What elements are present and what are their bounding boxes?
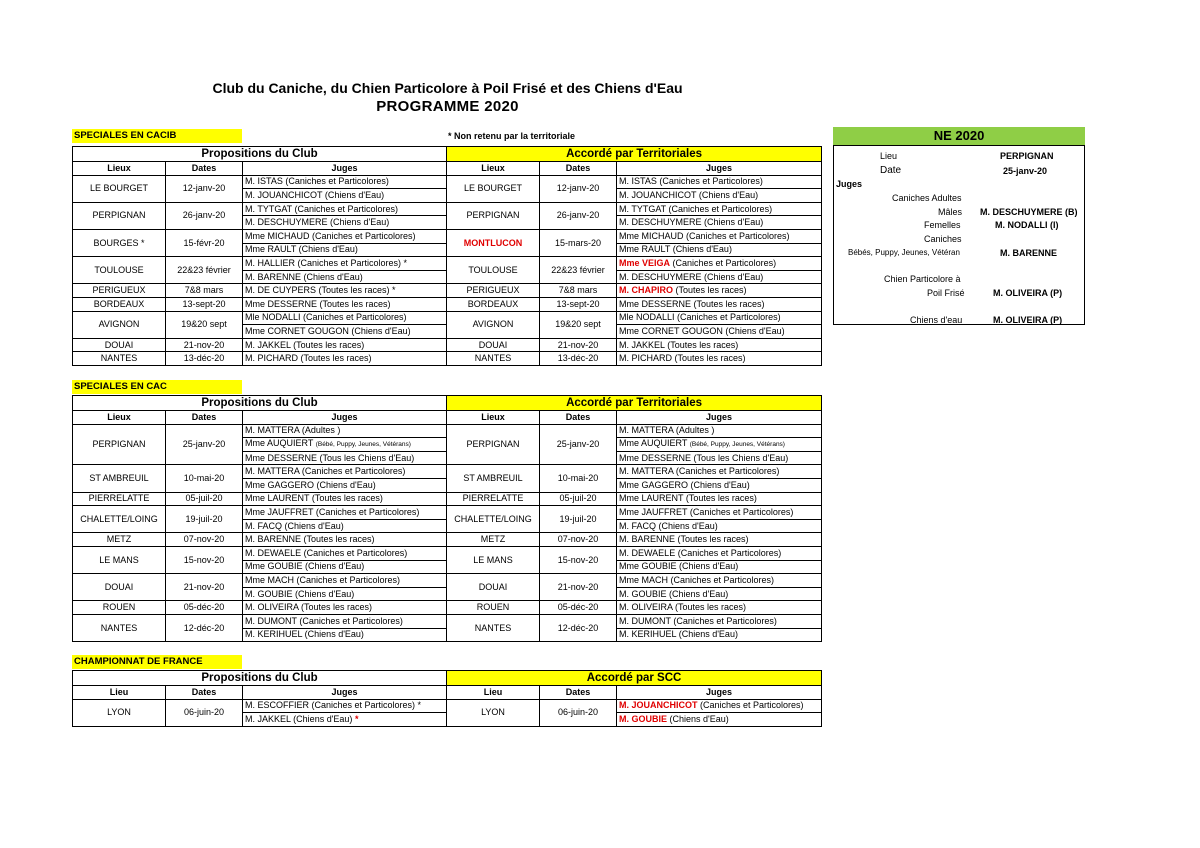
date-cell: 15-nov-20 (540, 546, 617, 573)
lieu-cell: PERIGUEUX (73, 284, 166, 298)
section-label-cac: SPECIALES EN CAC (72, 380, 242, 394)
juge-cell: Mme MICHAUD (Caniches et Particolores) (243, 229, 447, 243)
date-cell: 05-déc-20 (540, 601, 617, 615)
header-territoriales: Accordé par Territoriales (447, 147, 822, 162)
table-row (73, 284, 822, 298)
date-cell: 15-nov-20 (166, 546, 243, 573)
juge-cell: Mme MACH (Caniches et Particolores) (617, 574, 822, 588)
juge-cell: Mle NODALLI (Caniches et Particolores) (617, 311, 822, 325)
juge-cell: M. BARENNE (Toutes les races) (617, 533, 822, 547)
ne-caniches-label: Caniches (924, 234, 962, 244)
juge-cell (617, 284, 822, 298)
col-lieu: Lieu (447, 686, 540, 700)
juge-cell: M. PICHARD (Toutes les races) (243, 352, 447, 366)
date-cell: 22&23 février (540, 257, 617, 284)
table-row (73, 601, 822, 615)
ne-juges-label: Juges (836, 179, 863, 189)
date-cell: 06-juin-20 (540, 699, 617, 726)
juge-cell: M. MATTERA (Adultes ) (617, 424, 822, 438)
table-row (73, 574, 822, 588)
juge-cell: M. KERIHUEL (Chiens d'Eau) (243, 628, 447, 642)
table-row (73, 352, 822, 366)
changed-judge: M. CHAPIRO (619, 285, 674, 296)
col-dates: Dates (540, 686, 617, 700)
lieu-cell: TOULOUSE (73, 257, 166, 284)
lieu-cell: NANTES (73, 614, 166, 641)
juge-cell (617, 699, 822, 713)
date-cell: 19&20 sept (166, 311, 243, 338)
col-lieux: Lieux (447, 411, 540, 425)
date-cell: 15-mars-20 (540, 229, 617, 256)
judge-name: Mme AUQUIERT (619, 438, 690, 449)
lieu-cell: BOURGES * (73, 229, 166, 256)
juge-cell: M. TYTGAT (Caniches et Particolores) (243, 202, 447, 216)
date-cell: 22&23 février (166, 257, 243, 284)
col-juges: Juges (243, 162, 447, 176)
juge-cell: Mme LAURENT (Toutes les races) (243, 492, 447, 506)
section-label-championnat: CHAMPIONNAT DE FRANCE (72, 655, 242, 669)
col-juges: Juges (243, 686, 447, 700)
lieu-cell: TOULOUSE (447, 257, 540, 284)
juge-cell: M. DEWAELE (Caniches et Particolores) (617, 546, 822, 560)
lieu-cell: CHALETTE/LOING (73, 506, 166, 533)
col-juges: Juges (617, 162, 822, 176)
date-cell: 05-juil-20 (166, 492, 243, 506)
juge-cell (617, 713, 822, 727)
juge-cell: M. ISTAS (Caniches et Particolores) (243, 175, 447, 189)
lieu-cell: METZ (73, 533, 166, 547)
juge-cell: M. MATTERA (Caniches et Particolores) (617, 465, 822, 479)
judge-detail: (Toutes les races) (673, 285, 747, 296)
judge-name: Mme AUQUIERT (245, 438, 316, 449)
juge-cell: Mle NODALLI (Caniches et Particolores) (243, 311, 447, 325)
lieu-cell: PIERRELATTE (447, 492, 540, 506)
juge-cell: Mme DESSERNE (Tous les Chiens d'Eau) (617, 451, 822, 465)
juge-cell (243, 713, 447, 727)
header-propositions: Propositions du Club (73, 147, 447, 162)
juge-cell: M. OLIVEIRA (Toutes les races) (243, 601, 447, 615)
lieu-cell: NANTES (447, 614, 540, 641)
juge-cell (617, 438, 822, 452)
juge-cell: M. JOUANCHICOT (Chiens d'Eau) (617, 189, 822, 203)
lieu-cell: LE BOURGET (73, 175, 166, 202)
lieu-cell: BORDEAUX (447, 297, 540, 311)
lieu-cell: ROUEN (73, 601, 166, 615)
lieu-cell: METZ (447, 533, 540, 547)
judge-name: M. JAKKEL (Chiens d'Eau) (245, 713, 355, 724)
date-cell: 7&8 mars (540, 284, 617, 298)
juge-cell: M. DESCHUYMERE (Chiens d'Eau) (617, 216, 822, 230)
lieu-cell: LYON (73, 699, 166, 726)
col-dates: Dates (540, 162, 617, 176)
header-territoriales: Accordé par Territoriales (447, 396, 822, 411)
juge-cell: Mme GAGGERO (Chiens d'Eau) (243, 478, 447, 492)
date-cell: 19-juil-20 (540, 506, 617, 533)
lieu-cell: PERPIGNAN (73, 424, 166, 465)
table-row (73, 202, 822, 216)
lieu-cell: AVIGNON (73, 311, 166, 338)
juge-cell: Mme DESSERNE (Tous les Chiens d'Eau) (243, 451, 447, 465)
col-lieux: Lieux (73, 411, 166, 425)
juge-cell: M. BARENNE (Chiens d'Eau) (243, 270, 447, 284)
juge-cell: Mme JAUFFRET (Caniches et Particolores) (243, 506, 447, 520)
juge-cell: M. HALLIER (Caniches et Particolores) * (243, 257, 447, 271)
date-cell: 19-juil-20 (166, 506, 243, 533)
juge-cell: M. ISTAS (Caniches et Particolores) (617, 175, 822, 189)
col-juges: Juges (617, 411, 822, 425)
col-dates: Dates (166, 686, 243, 700)
juge-cell: M. DESCHUYMERE (Chiens d'Eau) (243, 216, 447, 230)
programme-title: PROGRAMME 2020 (376, 98, 519, 115)
col-juges: Juges (243, 411, 447, 425)
lieu-cell: DOUAI (73, 574, 166, 601)
document-title: Club du Caniche, du Chien Particolore à Poil Frisé et des Chiens d'Eau (212, 80, 683, 96)
date-cell: 15-févr-20 (166, 229, 243, 256)
juge-cell: M. ESCOFFIER (Caniches et Particolores) * (243, 699, 447, 713)
ne-eau-label: Chiens d'eau (910, 315, 963, 325)
juge-cell: Mme CORNET GOUGON (Chiens d'Eau) (243, 325, 447, 339)
col-dates: Dates (166, 162, 243, 176)
col-lieu: Lieu (73, 686, 166, 700)
ne-males-label: Mâles (938, 207, 963, 217)
ne-bebes-value: M. BARENNE (1000, 248, 1058, 258)
table-row (73, 297, 822, 311)
juge-cell: M. TYTGAT (Caniches et Particolores) (617, 202, 822, 216)
date-cell: 21-nov-20 (166, 338, 243, 352)
section-label-cacib: SPECIALES EN CACIB (72, 129, 242, 143)
asterisk: * (354, 713, 359, 724)
ne-femelles-label: Femelles (924, 220, 961, 230)
juge-cell: Mme LAURENT (Toutes les races) (617, 492, 822, 506)
col-dates: Dates (166, 411, 243, 425)
table-row (73, 492, 822, 506)
date-cell: 13-déc-20 (166, 352, 243, 366)
date-cell: 13-sept-20 (540, 297, 617, 311)
juge-cell: M. FACQ (Chiens d'Eau) (243, 519, 447, 533)
table-row (73, 465, 822, 479)
ne-particolore-value: M. OLIVEIRA (P) (993, 288, 1063, 298)
table-row (73, 533, 822, 547)
date-cell: 13-déc-20 (540, 352, 617, 366)
ne-title: NE 2020 (833, 127, 1085, 145)
juge-cell: M. DUMONT (Caniches et Particolores) (617, 614, 822, 628)
date-cell: 25-janv-20 (540, 424, 617, 465)
table-row (73, 257, 822, 271)
lieu-cell: PERPIGNAN (73, 202, 166, 229)
judge-detail: (Caniches et Particolores) (697, 700, 804, 711)
ne-lieu-value: PERPIGNAN (1000, 151, 1054, 161)
changed-judge: M. GOUBIE (619, 713, 668, 724)
date-cell: 05-juil-20 (540, 492, 617, 506)
juge-cell: Mme CORNET GOUGON (Chiens d'Eau) (617, 325, 822, 339)
juge-cell: Mme RAULT (Chiens d'Eau) (243, 243, 447, 257)
lieu-cell: LE BOURGET (447, 175, 540, 202)
table-row (73, 175, 822, 189)
col-lieux: Lieux (447, 162, 540, 176)
date-cell: 07-nov-20 (166, 533, 243, 547)
juge-cell: M. FACQ (Chiens d'Eau) (617, 519, 822, 533)
juge-cell: M. MATTERA (Adultes ) (243, 424, 447, 438)
judge-detail: (Bébé, Puppy, Jeunes, Vétérans) (689, 441, 785, 449)
ne-date-label: Date (880, 165, 902, 176)
date-cell: 07-nov-20 (540, 533, 617, 547)
juge-cell: M. OLIVEIRA (Toutes les races) (617, 601, 822, 615)
date-cell: 06-juin-20 (166, 699, 243, 726)
col-lieux: Lieux (73, 162, 166, 176)
juge-cell: M. DEWAELE (Caniches et Particolores) (243, 546, 447, 560)
judge-detail: (Caniches et Particolores) (670, 257, 777, 268)
juge-cell: M. DE CUYPERS (Toutes les races) * (243, 284, 447, 298)
ne-poil-frise-label: Poil Frisé (927, 288, 965, 298)
lieu-cell: AVIGNON (447, 311, 540, 338)
lieu-cell: DOUAI (447, 338, 540, 352)
juge-cell: Mme DESSERNE (Toutes les races) (243, 297, 447, 311)
ne-lieu-label: Lieu (880, 151, 898, 161)
judge-detail: (Bébé, Puppy, Jeunes, Vétérans) (315, 441, 411, 449)
juge-cell: Mme DESSERNE (Toutes les races) (617, 297, 822, 311)
lieu-cell: DOUAI (447, 574, 540, 601)
header-propositions: Propositions du Club (73, 671, 447, 686)
lieu-cell: LE MANS (73, 546, 166, 573)
lieu-cell: PERPIGNAN (447, 202, 540, 229)
cac-table (72, 395, 822, 642)
juge-cell: M. PICHARD (Toutes les races) (617, 352, 822, 366)
lieu-cell: NANTES (447, 352, 540, 366)
ne-caniches-adultes: Caniches Adultes (892, 193, 962, 203)
lieu-cell: CHALETTE/LOING (447, 506, 540, 533)
lieu-cell: PIERRELATTE (73, 492, 166, 506)
table-row (73, 699, 822, 713)
juge-cell: Mme GAGGERO (Chiens d'Eau) (617, 478, 822, 492)
lieu-cell: PERPIGNAN (447, 424, 540, 465)
date-cell: 12-déc-20 (166, 614, 243, 641)
judge-detail: (Chiens d'Eau) (667, 713, 729, 724)
juge-cell: Mme GOUBIE (Chiens d'Eau) (243, 560, 447, 574)
table-row (73, 338, 822, 352)
header-propositions: Propositions du Club (73, 396, 447, 411)
territorial-note: * Non retenu par la territoriale (448, 131, 576, 141)
table-row (73, 424, 822, 438)
date-cell: 10-mai-20 (540, 465, 617, 492)
changed-judge: Mme VEIGA (619, 257, 671, 268)
table-row (73, 506, 822, 520)
col-juges: Juges (617, 686, 822, 700)
juge-cell: M. DESCHUYMERE (Chiens d'Eau) (617, 270, 822, 284)
juge-cell: Mme MICHAUD (Caniches et Particolores) (617, 229, 822, 243)
juge-cell (243, 438, 447, 452)
date-cell: 10-mai-20 (166, 465, 243, 492)
date-cell: 25-janv-20 (166, 424, 243, 465)
juge-cell (617, 257, 822, 271)
table-row (73, 311, 822, 325)
changed-judge: M. JOUANCHICOT (619, 700, 698, 711)
juge-cell: M. DUMONT (Caniches et Particolores) (243, 614, 447, 628)
ne-particolore-label: Chien Particolore à (884, 274, 961, 284)
juge-cell: M. GOUBIE (Chiens d'Eau) (243, 587, 447, 601)
lieu-cell: BORDEAUX (73, 297, 166, 311)
lieu-cell-changed: MONTLUCON (447, 229, 540, 256)
date-cell: 21-nov-20 (540, 574, 617, 601)
date-cell: 19&20 sept (540, 311, 617, 338)
lieu-cell: LE MANS (447, 546, 540, 573)
date-cell: 13-sept-20 (166, 297, 243, 311)
date-cell: 26-janv-20 (540, 202, 617, 229)
championnat-table (72, 670, 822, 727)
date-cell: 21-nov-20 (166, 574, 243, 601)
table-row (73, 546, 822, 560)
ne-femelles-value: M. NODALLI (I) (995, 220, 1059, 230)
lieu-cell: DOUAI (73, 338, 166, 352)
juge-cell: M. MATTERA (Caniches et Particolores) (243, 465, 447, 479)
juge-cell: Mme GOUBIE (Chiens d'Eau) (617, 560, 822, 574)
lieu-cell: ST AMBREUIL (73, 465, 166, 492)
table-row (73, 614, 822, 628)
lieu-cell: PERIGUEUX (447, 284, 540, 298)
date-cell: 7&8 mars (166, 284, 243, 298)
date-cell: 12-janv-20 (166, 175, 243, 202)
date-cell: 21-nov-20 (540, 338, 617, 352)
lieu-cell: ST AMBREUIL (447, 465, 540, 492)
date-cell: 12-déc-20 (540, 614, 617, 641)
juge-cell: M. KERIHUEL (Chiens d'Eau) (617, 628, 822, 642)
date-cell: 26-janv-20 (166, 202, 243, 229)
juge-cell: M. GOUBIE (Chiens d'Eau) (617, 587, 822, 601)
juge-cell: M. JAKKEL (Toutes les races) (243, 338, 447, 352)
ne-date-value: 25-janv-20 (1003, 166, 1048, 176)
ne-eau-value: M. OLIVEIRA (P) (993, 315, 1063, 325)
date-cell: 05-déc-20 (166, 601, 243, 615)
juge-cell: Mme RAULT (Chiens d'Eau) (617, 243, 822, 257)
ne-males-value: M. DESCHUYMERE (B) (980, 207, 1078, 217)
lieu-cell: NANTES (73, 352, 166, 366)
header-scc: Accordé par SCC (447, 671, 822, 686)
table-row (73, 229, 822, 243)
juge-cell: M. BARENNE (Toutes les races) (243, 533, 447, 547)
lieu-cell: LYON (447, 699, 540, 726)
col-dates: Dates (540, 411, 617, 425)
cacib-table (72, 146, 822, 366)
ne-bebes-label: Bébés, Puppy, Jeunes, Vétéran (848, 248, 960, 257)
juge-cell: Mme JAUFFRET (Caniches et Particolores) (617, 506, 822, 520)
juge-cell: M. JAKKEL (Toutes les races) (617, 338, 822, 352)
juge-cell: Mme MACH (Caniches et Particolores) (243, 574, 447, 588)
juge-cell: M. JOUANCHICOT (Chiens d'Eau) (243, 189, 447, 203)
lieu-cell: ROUEN (447, 601, 540, 615)
date-cell: 12-janv-20 (540, 175, 617, 202)
